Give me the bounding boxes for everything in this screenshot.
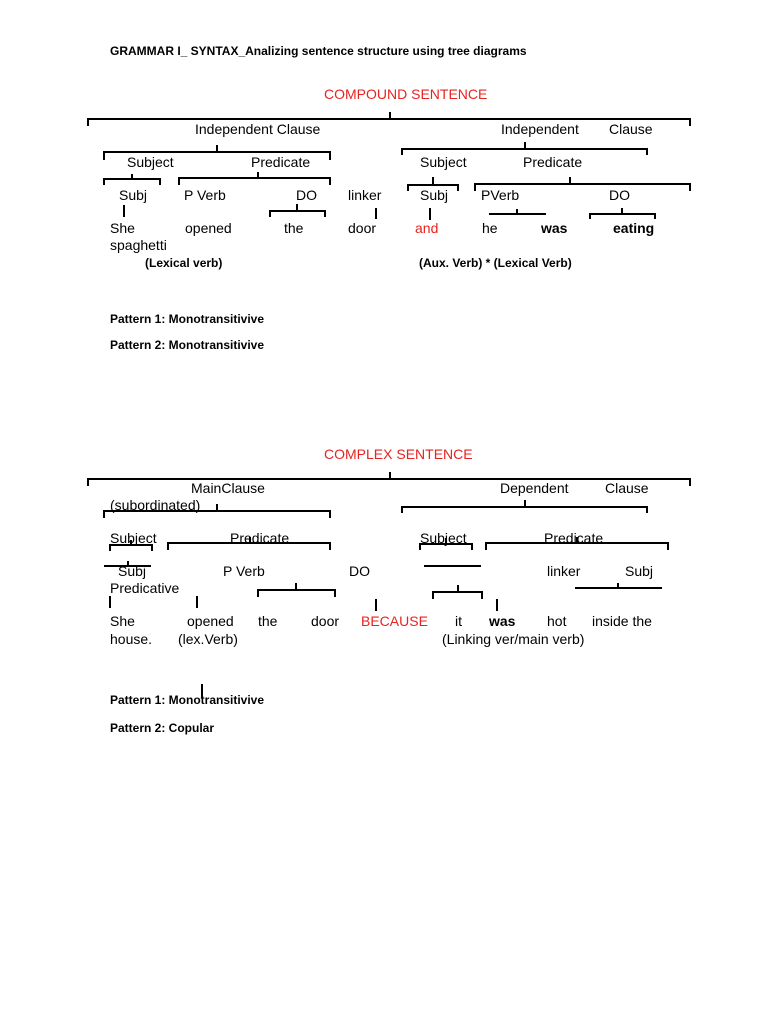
compound-pverb2-bracket: [490, 210, 545, 214]
compound-subject-2: Subject: [420, 154, 467, 170]
compound-word-she: She: [110, 220, 135, 236]
complex-word-door: door: [311, 613, 340, 629]
compound-word-he: he: [482, 220, 498, 236]
complex-do-bracket: [258, 584, 335, 596]
compound-subj-1: Subj: [119, 187, 148, 203]
compound-predicate2-bracket: [475, 178, 690, 190]
independent-clause-2-word2: Clause: [609, 121, 653, 137]
complex-note-linking: (Linking ver/main verb): [442, 631, 585, 647]
subordinated-label: (subordinated): [110, 497, 201, 513]
compound-pverb-1: P Verb: [184, 187, 226, 203]
compound-predicate-2: Predicate: [523, 154, 583, 170]
dependent-clause-word1: Dependent: [500, 480, 569, 496]
complex-predicate-2: Predicate: [544, 530, 604, 546]
complex-note-lex-verb: (lex.Verb): [178, 631, 238, 647]
main-clause: MainClause: [191, 480, 265, 496]
complex-predicate1-bracket: [168, 538, 330, 549]
complex-subject-1: Subject: [110, 530, 157, 546]
complex-pattern-1: Pattern 1: Monotransitivive: [110, 693, 265, 707]
complex-predicative-bracket: [576, 584, 661, 588]
complex-subject1-bracket: [110, 541, 152, 550]
compound-do1-bracket: [270, 205, 325, 216]
complex-word-she: She: [110, 613, 135, 629]
complex-linker: linker: [547, 563, 581, 579]
complex-word-because: BECAUSE: [361, 613, 428, 629]
compound-word-spaghetti: spaghetti: [110, 237, 167, 253]
complex-word-opened: opened: [187, 613, 234, 629]
complex-do: DO: [349, 563, 370, 579]
complex-word-it: it: [455, 613, 462, 629]
complex-main-bracket: [104, 505, 330, 517]
compound-pattern-2: Pattern 2: Monotransitivive: [110, 338, 265, 352]
compound-subj-2: Subj: [420, 187, 449, 203]
complex-word-was: was: [489, 613, 516, 629]
dependent-clause-word2: Clause: [605, 480, 649, 496]
complex-word-inside-the: inside the: [592, 613, 652, 629]
complex-dependent-bracket: [402, 501, 647, 512]
compound-note-lexical: (Lexical verb): [145, 256, 223, 270]
complex-subject-2: Subject: [420, 530, 467, 546]
independent-clause-1: Independent Clause: [195, 121, 321, 137]
complex-predicate2-bracket: [486, 538, 668, 549]
complex-subj-1: Subj: [118, 563, 147, 579]
compound-do-2: DO: [609, 187, 630, 203]
complex-pverb: P Verb: [223, 563, 265, 579]
complex-subj1-bracket: [105, 562, 150, 566]
compound-subject1-bracket: [104, 175, 160, 184]
compound-subject2-bracket: [408, 178, 458, 190]
compound-word-eating: eating: [613, 220, 655, 236]
compound-word-was: was: [541, 220, 568, 236]
compound-do2-bracket: [590, 209, 655, 218]
complex-word-the: the: [258, 613, 278, 629]
compound-linker: linker: [348, 187, 382, 203]
compound-word-door: door: [348, 220, 377, 236]
compound-note-aux: (Aux. Verb) * (Lexical Verb): [419, 256, 572, 270]
complex-subj-2: Subj: [625, 563, 654, 579]
complex-subject2-bracket: [420, 539, 472, 549]
compound-pverb-2: PVerb: [481, 187, 520, 203]
complex-word-house: house.: [110, 631, 153, 647]
compound-clause1-bracket: [104, 146, 330, 159]
page-header: GRAMMAR I_ SYNTAX_Analizing sentence structure using tree diagrams: [110, 44, 527, 58]
compound-do-1: DO: [296, 187, 317, 203]
compound-predicate1-bracket: [179, 173, 330, 184]
complex-predicate-1: Predicate: [230, 530, 290, 546]
complex-top-bracket: [88, 473, 690, 485]
compound-word-and: and: [415, 220, 439, 236]
compound-top-bracket: [88, 113, 690, 125]
compound-pattern-1: Pattern 1: Monotransitivive: [110, 312, 265, 326]
compound-predicate-1: Predicate: [251, 154, 311, 170]
complex-predicative: Predicative: [110, 580, 180, 596]
compound-title: COMPOUND SENTENCE: [324, 86, 488, 102]
compound-clause2-bracket: [402, 143, 647, 154]
compound-word-the: the: [284, 220, 304, 236]
independent-clause-2-word1: Independent: [501, 121, 579, 137]
compound-subject-1: Subject: [127, 154, 174, 170]
complex-title: COMPLEX SENTENCE: [324, 446, 473, 462]
compound-word-opened: opened: [185, 220, 232, 236]
complex-predicate2-sub-bracket: [433, 586, 482, 598]
complex-word-hot: hot: [547, 613, 567, 629]
complex-pattern-2: Pattern 2: Copular: [110, 721, 215, 735]
